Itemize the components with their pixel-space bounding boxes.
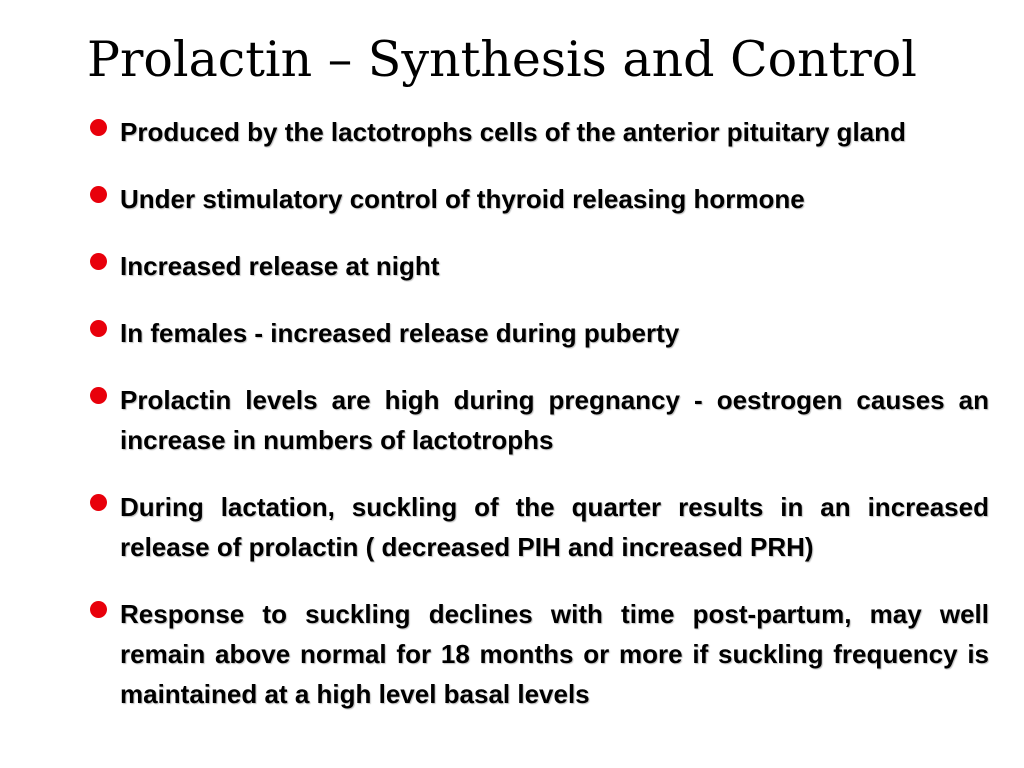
bullet-item [88, 179, 989, 219]
bullet-text: Response to suckling declines with time post-partum, may well remain above normal for 18 months or more if suckling frequency is maintained at a high level basal levels [120, 599, 989, 709]
bullet-text: Produced by the lactotrophs cells of the anterior pituitary gland [120, 117, 906, 147]
bullet-item [88, 246, 989, 286]
bullet-text: Prolactin levels are high during pregnancy - oestrogen causes an increase in numbers of lactotrophs [120, 385, 989, 455]
bullet-dot-icon [90, 119, 107, 136]
bullet-dot-icon [90, 186, 107, 203]
bullet-dot-icon [90, 494, 107, 511]
bullet-item [88, 112, 989, 152]
bullet-dot-icon [90, 387, 107, 404]
bullet-text: In females - increased release during puberty [120, 318, 680, 348]
bullet-item [88, 313, 989, 353]
slide-title: Prolactin – Synthesis and Control [87, 31, 917, 88]
bullet-text: Increased release at night [120, 251, 440, 281]
bullet-dot-icon [90, 601, 107, 618]
bullet-dot-icon [90, 253, 107, 270]
bullet-item [88, 380, 989, 460]
bullet-item [88, 487, 989, 567]
bullet-text: Under stimulatory control of thyroid releasing hormone [120, 184, 805, 214]
bullet-list [88, 112, 989, 741]
bullet-dot-icon [90, 320, 107, 337]
bullet-item [88, 594, 989, 714]
bullet-text: During lactation, suckling of the quarter results in an increased release of prolactin ( decreased PIH and increased PRH) [120, 492, 989, 562]
